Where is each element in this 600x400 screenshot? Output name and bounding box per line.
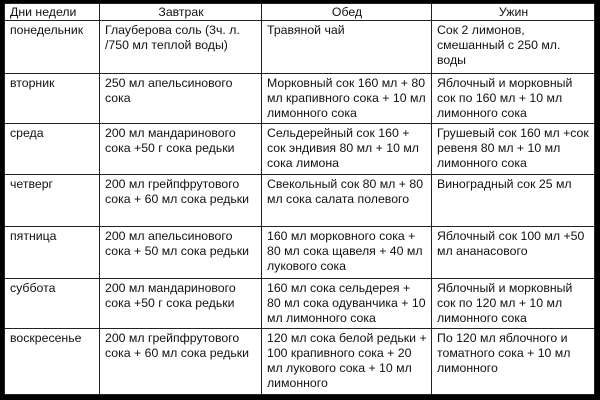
lunch-cell: Свекольный сок 80 мл + 80 мл сока салата полевого: [262, 174, 432, 226]
table-row: [5, 226, 595, 278]
breakfast-cell: 250 мл апельсинового сока: [100, 74, 262, 124]
dinner-cell: Яблочный и морковный сок по 160 мл + 10 мл лимонного сока: [432, 74, 595, 124]
header-dinner: Ужин: [432, 4, 595, 21]
day-cell: вторник: [5, 74, 100, 124]
header-day: Дни недели: [5, 4, 100, 21]
breakfast-cell: 200 мл грейпфрутового сока + 60 мл сока редьки: [100, 329, 262, 395]
lunch-cell: 120 мл сока белой редьки + 100 крапивного сока + 20 мл лукового сока + 10 мл лимонного: [262, 329, 432, 395]
dinner-cell: По 120 мл яблочного и томатного сока + 10 мл лимонного: [432, 329, 595, 395]
day-cell: среда: [5, 124, 100, 174]
table-row: [5, 21, 595, 74]
diet-table-sheet: [4, 3, 594, 395]
breakfast-cell: 200 мл мандаринового сока +50 г сока редьки: [100, 279, 262, 329]
dinner-cell: Виноградный сок 25 мл: [432, 174, 595, 226]
table-row: [5, 279, 595, 329]
lunch-cell: 160 мл сока сельдерея + 80 мл сока одуванчика + 10 мл лимонного сока: [262, 279, 432, 329]
lunch-cell: Травяной чай: [262, 21, 432, 74]
lunch-cell: Морковный сок 160 мл + 80 мл крапивного сока + 10 мл лимонного сока: [262, 74, 432, 124]
day-cell: суббота: [5, 279, 100, 329]
header-breakfast: Завтрак: [100, 4, 262, 21]
table-row: [5, 329, 595, 395]
breakfast-cell: 200 мл мандаринового сока +50 г сока редьки: [100, 124, 262, 174]
dinner-cell: Сок 2 лимонов, смешанный с 250 мл. воды: [432, 21, 595, 74]
breakfast-cell: 200 мл грейпфрутового сока + 60 мл сока редьки: [100, 174, 262, 226]
table-header-row: [5, 4, 595, 21]
breakfast-cell: Глауберова соль (3ч. л. /750 мл теплой воды): [100, 21, 262, 74]
table-row: [5, 124, 595, 174]
juice-diet-table: [4, 3, 595, 395]
lunch-cell: Сельдерейный сок 160 + сок эндивия 80 мл + 10 мл сока лимона: [262, 124, 432, 174]
dinner-cell: Грушевый сок 160 мл +сок ревеня 80 мл + 10 мл лимонного сока: [432, 124, 595, 174]
lunch-cell: 160 мл морковного сока + 80 мл сока щавеля + 40 мл лукового сока: [262, 226, 432, 278]
dinner-cell: Яблочный и морковный сок по 120 мл + 10 мл лимонного сока: [432, 279, 595, 329]
day-cell: четверг: [5, 174, 100, 226]
header-lunch: Обед: [262, 4, 432, 21]
day-cell: понедельник: [5, 21, 100, 74]
breakfast-cell: 200 мл апельсинового сока + 50 мл сока редьки: [100, 226, 262, 278]
dinner-cell: Яблочный сок 100 мл +50 мл ананасового: [432, 226, 595, 278]
day-cell: воскресенье: [5, 329, 100, 395]
table-row: [5, 174, 595, 226]
day-cell: пятница: [5, 226, 100, 278]
table-row: [5, 74, 595, 124]
